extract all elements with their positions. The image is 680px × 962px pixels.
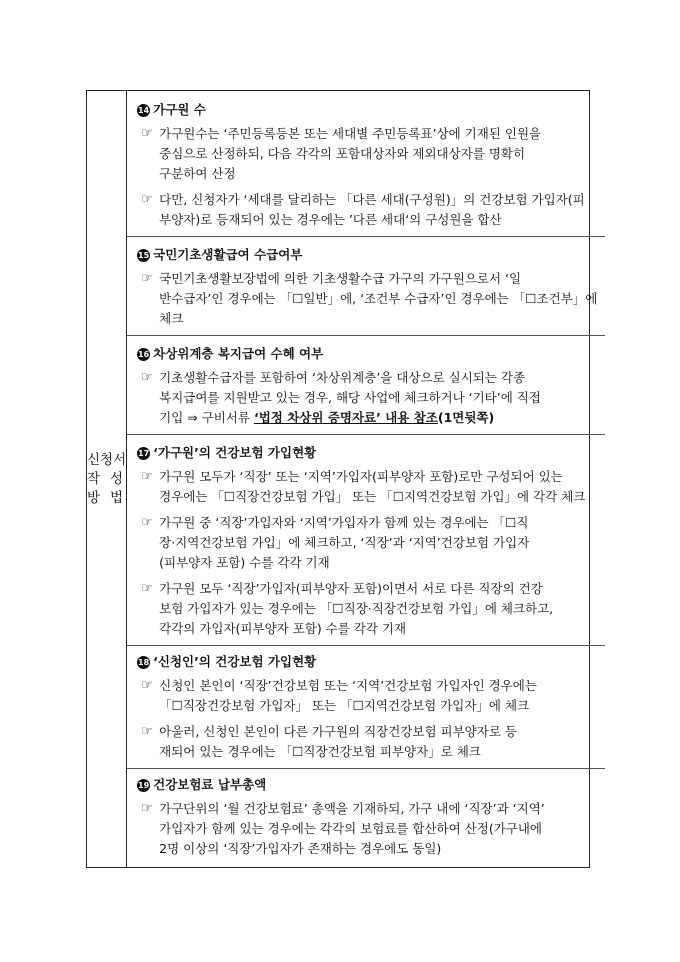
instruction-table [86,90,598,868]
pointing-hand-icon: ☞ [141,126,153,141]
list-item: ☞ 가구원 모두가 ‘직장’ 또는 ‘지역’가입자(피부양자 포함)로만 구성되어 있는 경우에는 「☐직장건강보험 가입」 또는 「☐지역건강보험 가입」에 각각 체크 [141,469,586,504]
list-item: ☞ 가구원 모두 ‘직장’가입자(피부양자 포함)이면서 서로 다른 직장의 건강 보험 가입자가 있는 경우에는 「☐직장·직장건강보험 가입」에 체크하고, 각각의 가입자(피부양자 포함) 수를 각각 기재 [141,581,554,636]
row-header-line-2: 작 성 [87,470,123,487]
list-item: ☞ 가구원수는 ‘주민등록등본 또는 세대별 주민등록표’상에 기재된 인원을 중심으로 산정하되, 다음 각각의 포함대상자와 제외대상자를 명확히 구분하여 산정 [141,126,542,181]
row-header-line-3: 방 법 [87,489,123,506]
pointing-hand-icon: ☞ [141,271,153,286]
section-household-members [137,100,597,230]
section-title: 17 ‘가구원’의 건강보험 가입현황 [138,445,317,460]
section-title: 15 국민기초생활급여 수급여부 [138,247,303,262]
pointing-hand-icon: ☞ [141,801,153,816]
list-item: ☞ 아울러, 신청인 본인이 다른 가구원의 직장건강보험 피부양자로 등 재되어 있는 경우에는 「☐직장건강보험 피부양자」로 체크 [141,724,517,759]
section-household-health-insurance [137,443,597,639]
pointing-hand-icon: ☞ [141,370,153,385]
section-divider [127,335,605,336]
circled-number: 19 [138,781,150,790]
pointing-hand-icon: ☞ [141,469,153,484]
section-basic-livelihood [137,245,597,329]
section-divider [127,645,605,646]
circled-number: 14 [138,106,150,115]
list-item: ☞ 가구단위의 ‘월 건강보험료’ 총액을 기재하되, 가구 내에 ‘직장’과 ‘지역’ 가입자가 함께 있는 경우에는 각각의 보험료를 합산하여 산정(가구내에 2명 이상의 ‘직장’가입자가 존재하는 경우에도 동일) [141,801,545,856]
circled-number: 15 [138,251,150,260]
list-item: ☞ 국민기초생활보장법에 의한 기초생활수급 가구의 가구원으로서 ‘일 반수급자’인 경우에는 「☐일반」에, ‘조건부 수급자’인 경우에는 「☐조건부」에 체크 [141,271,598,326]
reference-link-text: ‘법정 차상위 증명자료’ 내용 참조 [253,410,438,425]
pointing-hand-icon: ☞ [141,192,153,207]
instruction-content [127,91,605,867]
section-divider [127,768,605,769]
section-applicant-health-insurance [137,652,597,762]
section-title: 18 ‘신청인’의 건강보험 가입현황 [138,654,317,669]
circled-number: 16 [138,350,150,359]
section-near-poverty [137,344,597,428]
list-item: ☞ 가구원 중 ‘직장’가입자와 ‘지역’가입자가 함께 있는 경우에는 「☐직 장·지역건강보험 가입」에 체크하고, ‘직장’과 ‘지역’건강보험 가입자 (피부양자 포함) 수를 각각 기재 [141,515,530,570]
row-header-line-1: 신청서 [87,451,127,468]
section-divider [127,434,605,435]
section-insurance-premium-total [137,775,597,859]
pointing-hand-icon: ☞ [141,515,153,530]
list-item: ☞ 다만, 신청자가 ‘세대를 달리하는 「다른 세대(구성원)」의 건강보험 가입자(피 부양자)로 등재되어 있는 경우에는 ’다른 세대‘의 구성원을 합산 [141,192,585,227]
row-header-cell [87,91,127,867]
pointing-hand-icon: ☞ [141,678,153,693]
row-header-label [87,451,126,508]
list-item: ☞ 기초생활수급자를 포함하여 ‘차상위계층’을 대상으로 실시되는 각종 복지급여를 지원받고 있는 경우, 해당 사업에 체크하거나 ‘기타’에 직접 기입 ⇒ 구비서류 ‘법정 차상위 증명자료’ 내용 참조(1면뒷쪽) [141,370,541,425]
list-item: ☞ 신청인 본인이 ‘직장’건강보험 또는 ‘지역’건강보험 가입자인 경우에는 「☐직장건강보험 가입자」 또는 「☐지역건강보험 가입자」에 체크 [141,678,537,713]
section-title: 14 가구원 수 [138,102,206,117]
section-title: 16 차상위계층 복지급여 수혜 여부 [138,346,324,361]
pointing-hand-icon: ☞ [141,581,153,596]
circled-number: 17 [138,449,150,458]
pointing-hand-icon: ☞ [141,724,153,739]
section-title: 19 건강보험료 납부총액 [138,777,267,792]
circled-number: 18 [138,658,150,667]
section-divider [127,236,605,237]
